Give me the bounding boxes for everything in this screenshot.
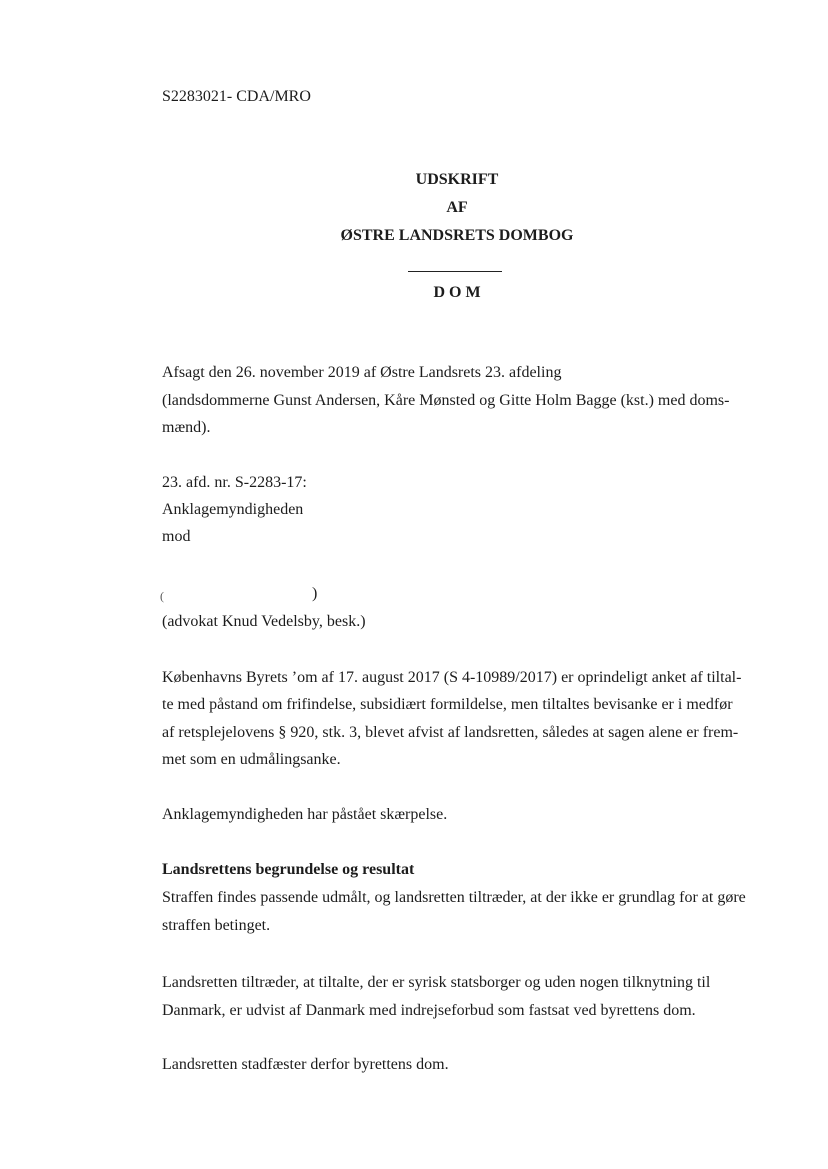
defendant-name-close: ) xyxy=(312,585,318,602)
party-versus: mod xyxy=(162,528,191,545)
reasons-line-1: Straffen findes passende udmålt, og landsretten tiltræder, at der ikke er grundlag for at gøre xyxy=(162,889,746,906)
expulsion-line-2: Danmark, er udvist af Danmark med indrejseforbud som fastsat ved byrettens dom. xyxy=(162,1002,696,1019)
appeal-line-3: af retsplejelovens § 920, stk. 3, blevet afvist af landsretten, således at sagen alene er frem- xyxy=(162,724,739,741)
title-udskrift: UDSKRIFT xyxy=(415,171,499,188)
conclusion: Landsretten stadfæster derfor byrettens dom. xyxy=(162,1056,449,1073)
title-court: ØSTRE LANDSRETS DOMBOG xyxy=(340,227,574,244)
defendant-name-open: ( xyxy=(160,589,164,603)
intro-line-2: (landsdommerne Gunst Andersen, Kåre Mønsted og Gitte Holm Bagge (kst.) med doms- xyxy=(162,392,730,409)
defense-counsel: (advokat Knud Vedelsby, besk.) xyxy=(162,613,366,630)
title-af: AF xyxy=(446,199,468,216)
case-reference: S2283021- CDA/MRO xyxy=(162,88,311,105)
expulsion-line-1: Landsretten tiltræder, at tiltalte, der er syrisk statsborger og uden nogen tilknytning til xyxy=(162,974,711,991)
reasons-line-2: straffen betinget. xyxy=(162,917,271,934)
intro-line-3: mænd). xyxy=(162,419,211,436)
section-heading-reasons: Landsrettens begrundelse og resultat xyxy=(162,861,415,878)
appeal-line-2: te med påstand om frifindelse, subsidiært formildelse, men tiltaltes bevisanke er i medfør xyxy=(162,696,733,713)
appeal-line-4: met som en udmålingsanke. xyxy=(162,751,341,768)
title-dom: D O M xyxy=(433,284,481,301)
party-prosecution: Anklagemyndigheden xyxy=(162,501,304,518)
intro-line-1: Afsagt den 26. november 2019 af Østre Landsrets 23. afdeling xyxy=(162,364,562,381)
title-divider xyxy=(408,271,502,272)
prosecution-claim: Anklagemyndigheden har påstået skærpelse. xyxy=(162,806,448,823)
appeal-line-1: Københavns Byrets ’om af 17. august 2017 (S 4-10989/2017) er oprindeligt anket af tiltal- xyxy=(162,669,742,686)
case-number: 23. afd. nr. S-2283-17: xyxy=(162,474,307,491)
